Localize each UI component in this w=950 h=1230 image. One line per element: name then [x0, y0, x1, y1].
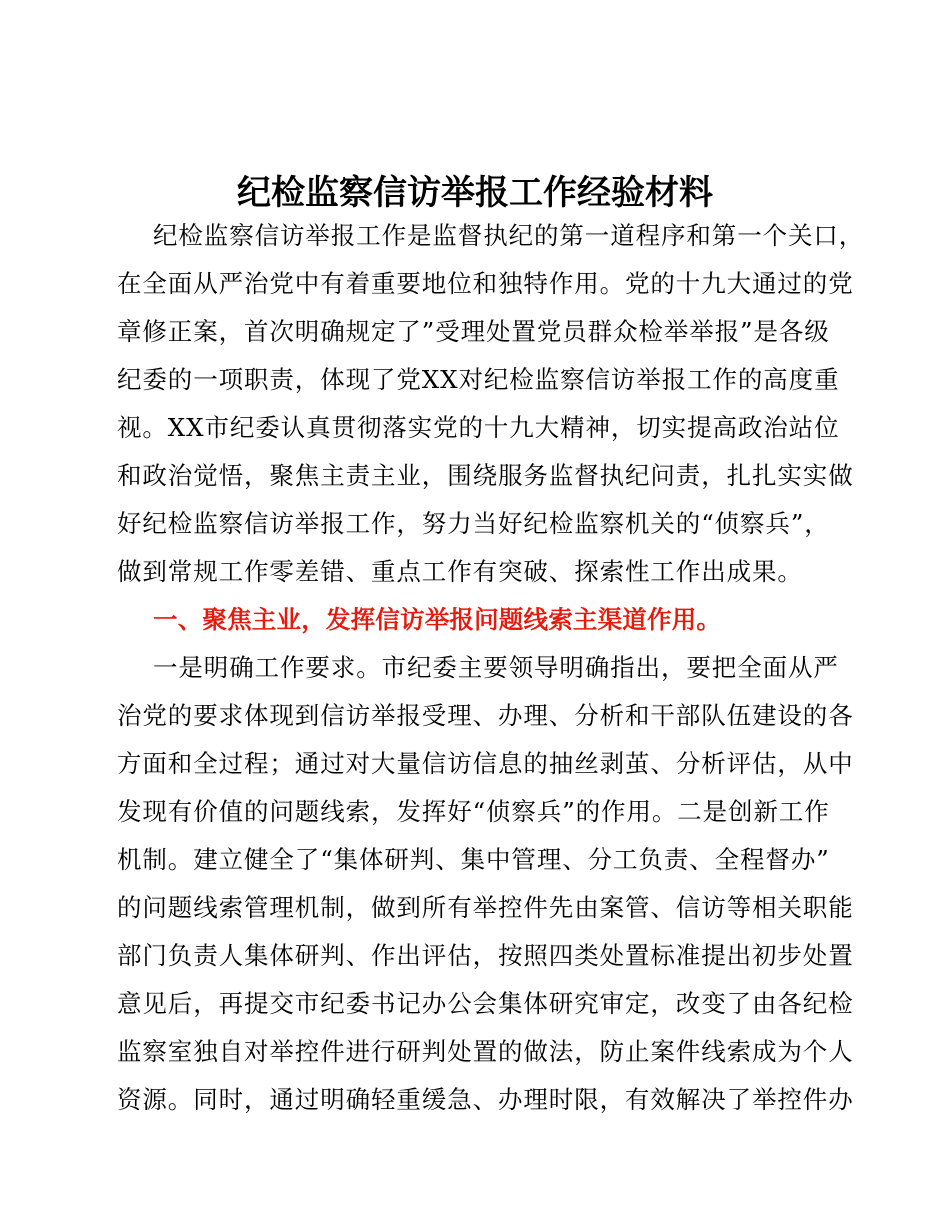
paragraph-2-line: 意见后，再提交市纪委书记办公会集体研究审定，改变了由各纪检: [117, 989, 854, 1018]
paragraph-1-line: 做到常规工作零差错、重点工作有突破、探索性工作出成果。: [117, 557, 803, 586]
paragraph-2-line: 治党的要求体现到信访举报受理、办理、分析和干部队伍建设的各: [117, 701, 854, 730]
paragraph-1-line: 视。XX市纪委认真贯彻落实党的十九大精神，切实提高政治站位: [117, 413, 840, 442]
paragraph-2-line: 的问题线索管理机制，做到所有举控件先由案管、信访等相关职能: [117, 893, 854, 922]
paragraph-1-line: 好纪检监察信访举报工作，努力当好纪检监察机关的“侦察兵”，: [117, 509, 830, 538]
paragraph-1-line: 和政治觉悟，聚焦主责主业，围绕服务监督执纪问责，扎扎实实做: [117, 461, 854, 490]
paragraph-1-line: 纪委的一项职责，体现了党XX对纪检监察信访举报工作的高度重: [117, 365, 840, 394]
paragraph-2-line: 方面和全过程；通过对大量信访信息的抽丝剥茧、分析评估，从中: [117, 749, 854, 778]
paragraph-2-line: 资源。同时，通过明确轻重缓急、办理时限，有效解决了举控件办: [117, 1085, 854, 1114]
paragraph-2-line: 监察室独自对举控件进行研判处置的做法，防止案件线索成为个人: [117, 1037, 854, 1066]
paragraph-1-line: 纪检监察信访举报工作是监督执纪的第一道程序和第一个关口，: [153, 221, 865, 250]
paragraph-1-line: 在全面从严治党中有着重要地位和独特作用。党的十九大通过的党: [117, 269, 854, 298]
paragraph-2-line: 机制。建立健全了“集体研判、集中管理、分工负责、全程督办”: [117, 845, 830, 874]
paragraph-1-line: 章修正案，首次明确规定了”受理处置党员群众检举举报”是各级: [117, 317, 830, 346]
paragraph-2-line: 发现有价值的问题线索，发挥好“侦察兵”的作用。二是创新工作: [117, 797, 830, 826]
paragraph-2-line: 部门负责人集体研判、作出评估，按照四类处置标准提出初步处置: [117, 941, 854, 970]
paragraph-2-line: 一是明确工作要求。市纪委主要领导明确指出，要把全面从严: [153, 653, 839, 682]
document-title: 纪检监察信访举报工作经验材料: [237, 173, 713, 213]
section-heading: 一、聚焦主业，发挥信访举报问题线索主渠道作用。: [153, 605, 722, 634]
